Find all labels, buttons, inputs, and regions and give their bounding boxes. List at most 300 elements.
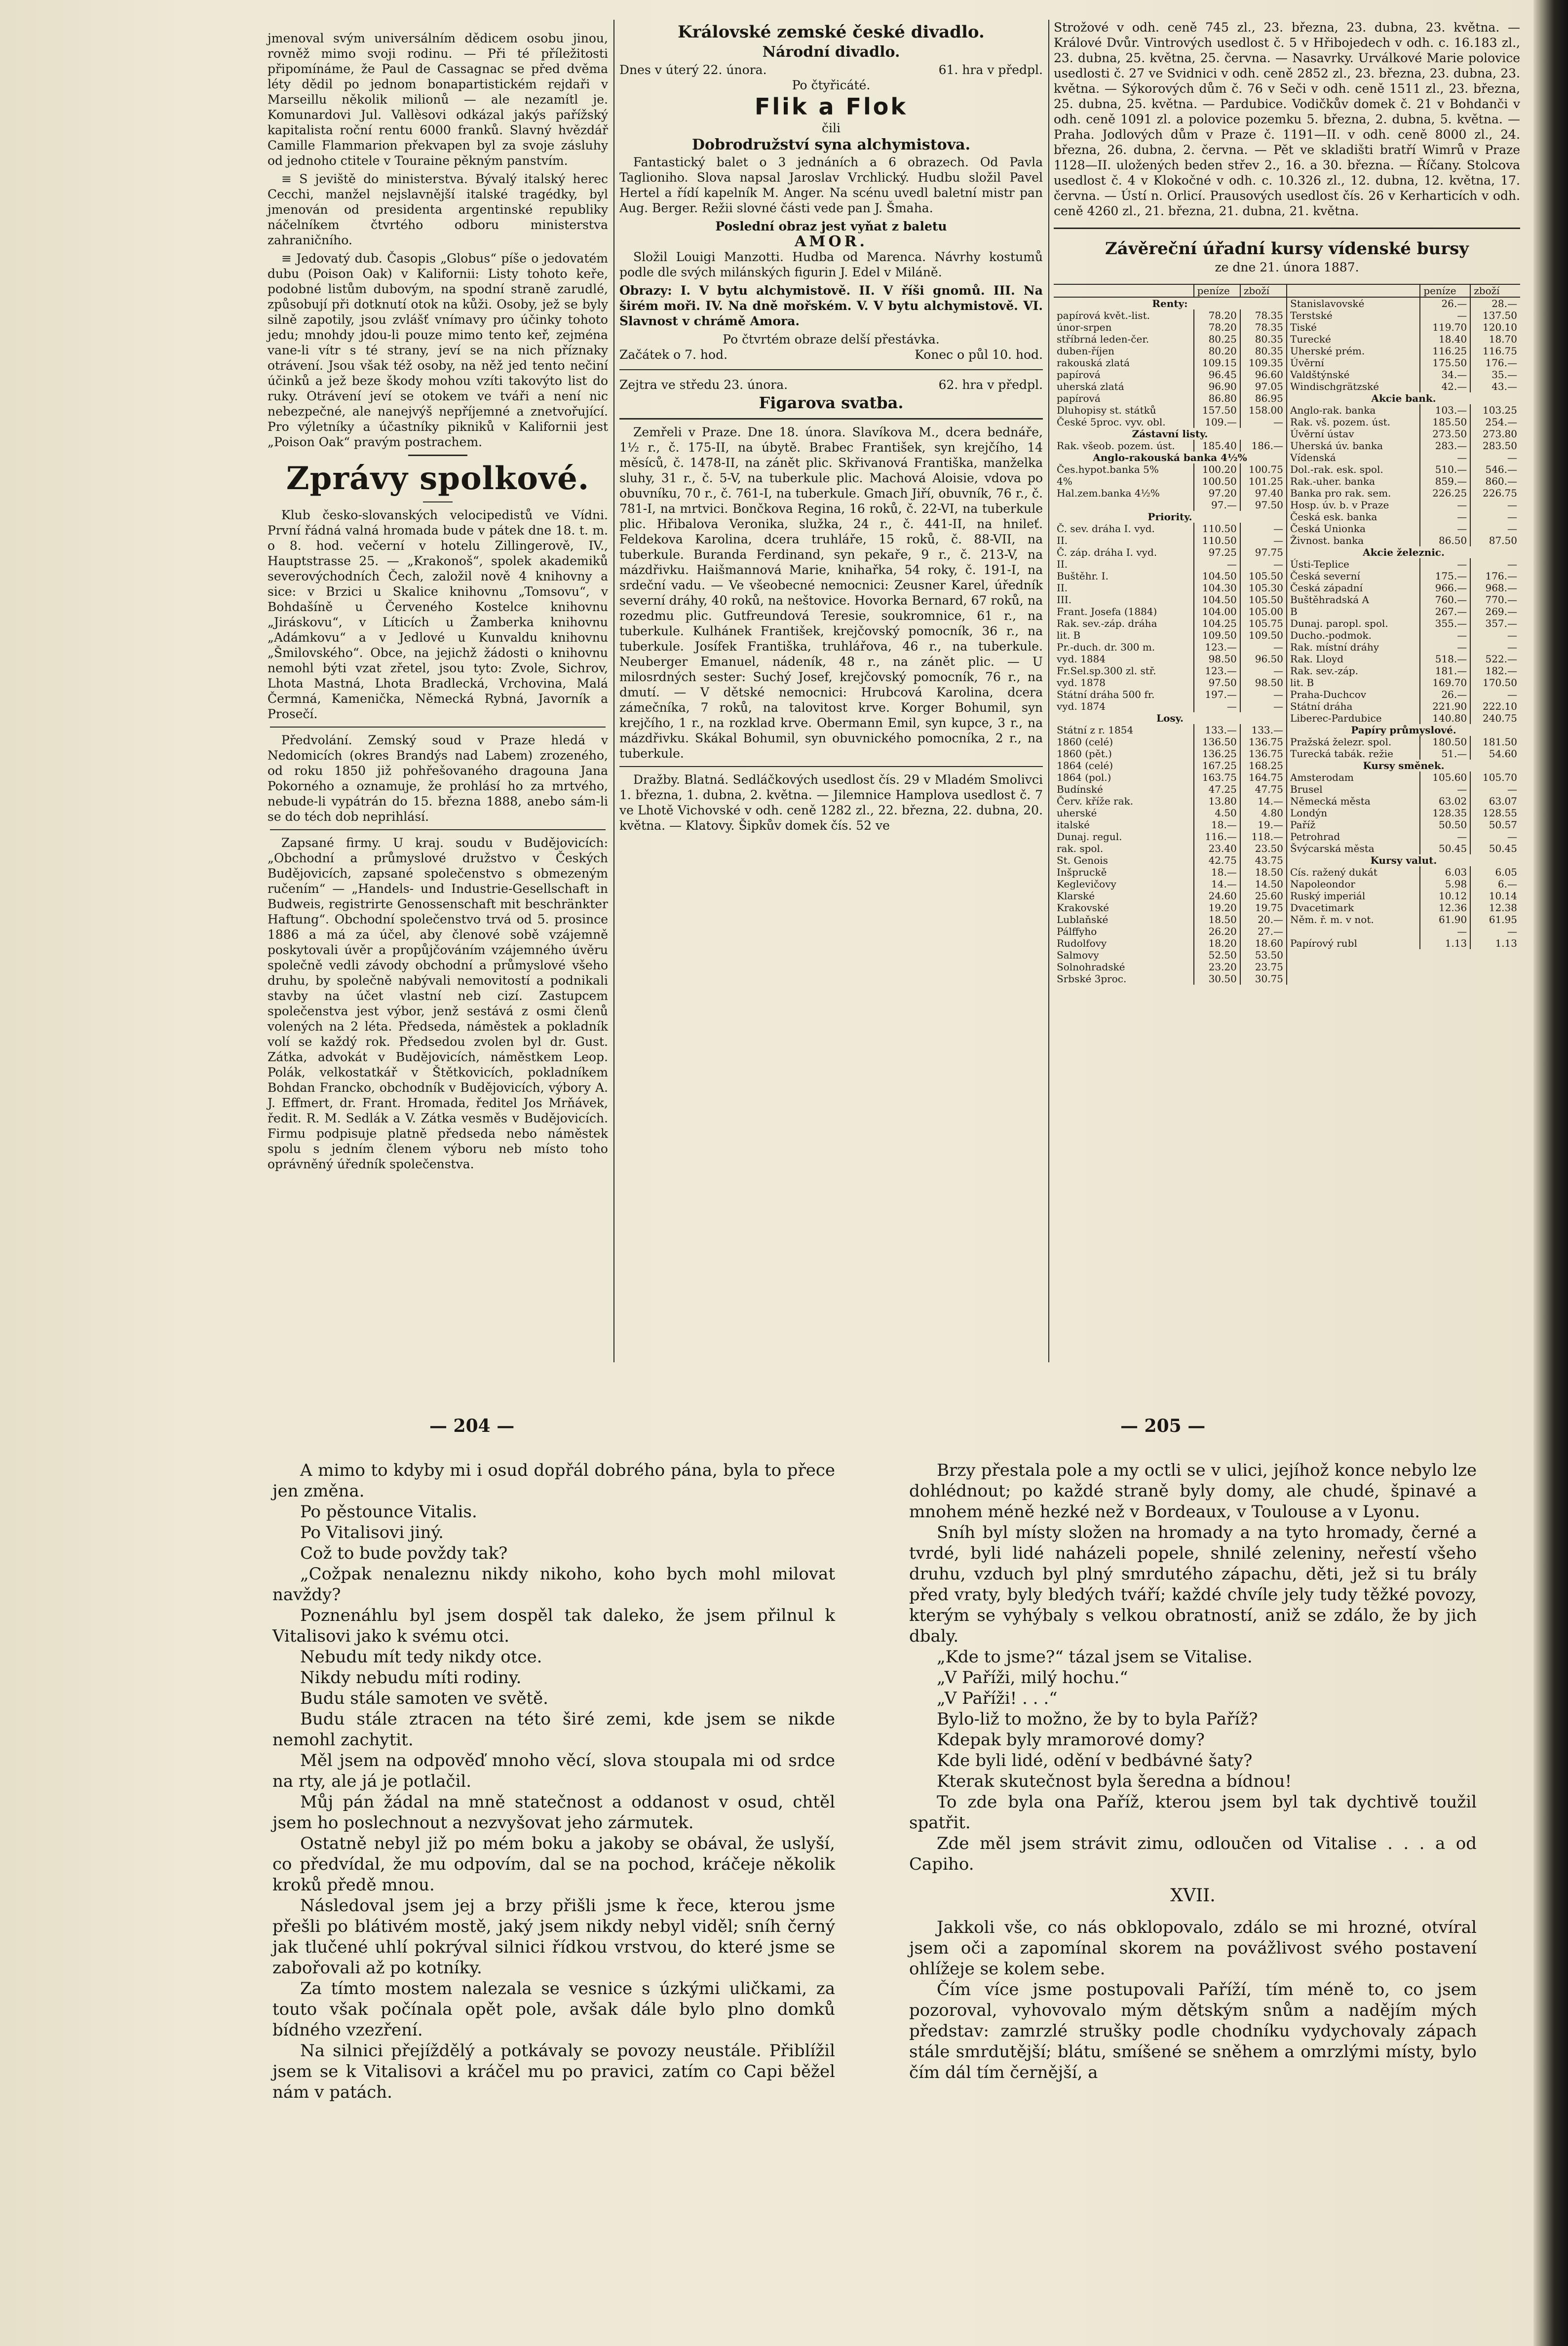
security-name: uherská zlatá xyxy=(1057,381,1124,392)
security-name: Buštěhradská A xyxy=(1290,594,1369,606)
bourse-subheading: Akcie železnic. xyxy=(1363,546,1445,558)
security-name: II. xyxy=(1057,535,1068,546)
price-goods: 18.60 xyxy=(1240,937,1286,949)
bourse-row xyxy=(1054,819,1286,831)
bourse-row xyxy=(1054,440,1286,452)
divider xyxy=(408,455,467,456)
article-club: Klub česko-slovanských velocipedistů ve Vídni. První řádná valná hromada bude v pátek dne 18. t. m. o 8. hod. večerní v hotelu Zillingerově, IV., Hauptstrasse 25. — „Krakonoš“, spolek akademiků severovýchodních Čech, založil nově 4 knihovny a sice: v Brzici u Skalice knihovnu „Tomsovu“, v Bohdašíně u Červeného Kostelce knihovnu „Jiráskovu“, v Líticích u Žamberka knihovnu „Adámkovu“ a v Jedlové u Kunvaldu knihovnu „Šmilovského“. Obce, na jejichž žádosti o knihovnu nemohl býti vzat zřetel, jsou tyto: Zvole, Sichrov, Lhota Mastná, Lhota Bradlecká, Vrchovina, Malá Čermná, Kamenička, Německá Rybná, Javorník a Prosečí. xyxy=(268,508,608,721)
price-money: 226.25 xyxy=(1420,487,1470,499)
security-name: Salmovy xyxy=(1057,949,1099,961)
column-3 xyxy=(1054,20,1520,985)
ballet-title: AMOR. xyxy=(795,233,868,250)
price-goods: 47.75 xyxy=(1240,783,1286,795)
price-goods: — xyxy=(1470,452,1520,463)
security-name: 1864 (pol.) xyxy=(1057,771,1111,783)
bourse-row xyxy=(1287,487,1520,499)
price-goods: — xyxy=(1240,523,1286,535)
price-money: 50.45 xyxy=(1420,843,1470,854)
security-name: Turecká tabák. režie xyxy=(1290,748,1393,760)
price-money: — xyxy=(1194,700,1240,712)
bourse-row xyxy=(1054,700,1286,712)
security-name: 1860 (celé) xyxy=(1057,736,1113,748)
price-money: 80.20 xyxy=(1194,345,1240,357)
security-name: Uherské prém. xyxy=(1290,345,1365,357)
price-money: 197.— xyxy=(1194,689,1240,700)
security-name: Živnost. banka xyxy=(1290,535,1364,546)
page-number-right: — 205 — xyxy=(1120,1416,1206,1436)
book-paragraph: A mimo to kdyby mi i osud dopřál dobrého pána, byla to přece jen změna. xyxy=(272,1461,835,1501)
bourse-row xyxy=(1287,594,1520,606)
last-image-note: Poslední obraz jest vyňat z baletu xyxy=(715,219,947,233)
price-money: 14.— xyxy=(1194,878,1240,890)
bourse-row xyxy=(1287,546,1520,558)
price-money: 6.03 xyxy=(1420,866,1470,878)
header-goods: zboží xyxy=(1470,284,1520,297)
bourse-row xyxy=(1287,866,1520,878)
price-goods: 860.— xyxy=(1470,475,1520,487)
price-money: 518.— xyxy=(1420,653,1470,665)
price-goods: 357.— xyxy=(1470,617,1520,629)
price-money: 104.30 xyxy=(1194,582,1240,594)
price-money: — xyxy=(1420,641,1470,653)
price-money: 119.70 xyxy=(1420,321,1470,333)
book-page-left xyxy=(272,1460,835,2103)
security-name: Č. záp. dráha I. vyd. xyxy=(1057,546,1157,558)
security-name: Terstské xyxy=(1290,309,1333,321)
book-paragraph: Jakkoli vše, co nás obklopovalo, zdálo se mi hrozné, otvíral jsem oči a zapomínal skorem na povážlivost svého postavení ohlížeje se kolem sebe. xyxy=(909,1918,1477,1979)
bourse-subheading: Losy. xyxy=(1156,712,1184,724)
security-name: Rak.-uher. banka xyxy=(1290,475,1376,487)
book-paragraph: Což to bude povždy tak? xyxy=(300,1543,508,1563)
bourse-row xyxy=(1287,641,1520,653)
bourse-row xyxy=(1287,902,1520,914)
price-goods: 254.— xyxy=(1470,416,1520,428)
bourse-title: Závěreční úřadní kursy vídenské bursy xyxy=(1105,239,1469,259)
price-money: 100.20 xyxy=(1194,463,1240,475)
security-name: Švýcarská města xyxy=(1290,843,1375,854)
price-goods: — xyxy=(1470,511,1520,523)
price-goods: 103.25 xyxy=(1470,404,1520,416)
price-goods: — xyxy=(1470,558,1520,570)
bourse-row xyxy=(1287,689,1520,700)
price-money: 18.40 xyxy=(1420,333,1470,345)
scenes-list: Obrazy: I. V bytu alchymistově. II. V říši gnomů. III. Na širém moři. IV. Na dně mořském. V. V bytu alchymistově. VI. Slavnost v chrámě Amora. xyxy=(619,283,1043,328)
security-name: Srbské 3proc. xyxy=(1057,973,1127,985)
price-goods: 522.— xyxy=(1470,653,1520,665)
price-goods: 50.57 xyxy=(1470,819,1520,831)
price-money: — xyxy=(1420,523,1470,535)
price-money: 98.50 xyxy=(1194,653,1240,665)
book-paragraph: Po pěstounce Vitalis. xyxy=(300,1502,477,1522)
bourse-row xyxy=(1287,535,1520,546)
bourse-row xyxy=(1287,854,1520,866)
price-goods: 164.75 xyxy=(1240,771,1286,783)
security-name: Vídenská xyxy=(1290,452,1336,463)
bourse-row xyxy=(1054,748,1286,760)
bourse-row xyxy=(1054,475,1286,487)
price-money: 47.25 xyxy=(1194,783,1240,795)
bourse-row xyxy=(1287,606,1520,617)
bourse-subheading: Kursy valut. xyxy=(1370,854,1437,866)
bourse-row xyxy=(1287,452,1520,463)
price-money: 96.90 xyxy=(1194,381,1240,392)
price-goods: 158.00 xyxy=(1240,404,1286,416)
price-money: 185.40 xyxy=(1194,440,1240,452)
start-time: Začátek o 7. hod. xyxy=(619,347,728,362)
bourse-row xyxy=(1054,297,1286,309)
bourse-row xyxy=(1287,416,1520,428)
price-money: — xyxy=(1420,925,1470,937)
security-name: Petrohrad xyxy=(1290,831,1340,843)
security-name: Budínské xyxy=(1057,783,1103,795)
price-money: 51.— xyxy=(1420,748,1470,760)
price-money: 123.— xyxy=(1194,641,1240,653)
price-money: — xyxy=(1420,558,1470,570)
security-name: Napoleondor xyxy=(1290,878,1355,890)
price-money: 104.50 xyxy=(1194,570,1240,582)
security-name: III. xyxy=(1057,594,1072,606)
price-goods: 98.50 xyxy=(1240,677,1286,689)
price-goods: 222.10 xyxy=(1470,700,1520,712)
price-goods: 176.— xyxy=(1470,570,1520,582)
book-page-right xyxy=(909,1460,1477,2083)
page-number-left: — 204 — xyxy=(429,1416,515,1436)
price-goods: — xyxy=(1240,641,1286,653)
price-goods: 1.13 xyxy=(1470,937,1520,949)
bourse-row xyxy=(1054,570,1286,582)
security-name: Rak. sev.-záp. xyxy=(1290,665,1359,677)
price-goods: 137.50 xyxy=(1470,309,1520,321)
bourse-row xyxy=(1287,558,1520,570)
security-name: stříbrná leden-čer. xyxy=(1057,333,1149,345)
security-name: II. xyxy=(1057,558,1068,570)
price-goods: 78.35 xyxy=(1240,309,1286,321)
security-name: Rak. místní dráhy xyxy=(1290,641,1379,653)
security-name: Uherská úv. banka xyxy=(1290,440,1383,452)
price-goods: 6.05 xyxy=(1470,866,1520,878)
price-money: — xyxy=(1420,309,1470,321)
article-poison-oak: ≡ Jedovatý dub. Časopis „Globus“ píše o jedovatém dubu (Poison Oak) v Kalifornii: Listy tohoto keře, podobné listům dubovým, na spodní straně zarudlé, způsobují při dotknutí otok na kůži. Osoby, jež se byly silně zapotily, jsou zvlášť vnímavy pro účinky tohoto jedu; mnohdy jdou-li pouze mimo tento keř, zejména vane-li vítr s té strany, jeví se na nich příznaky otrávení. Jsou však též osoby, na něž jed tento nečiní účinků a jež beze škody mohou vzíti takovýto list do ruky. Otrávení jeví se otokem ve tváři a není nic nebezpečné, ale nanejvýš nepříjemné a znetvořující. Pro výletníky a účastníky pikniků v Kalifornii jest „Poison Oak“ pravým postrachem. xyxy=(268,251,608,449)
price-money: 18.— xyxy=(1194,866,1240,878)
price-money: 221.90 xyxy=(1420,700,1470,712)
article-firms: Zapsané firmy. U kraj. soudu v Budějovicích: „Obchodní a průmyslové družstvo v Českých Budějovicích, zapsané společenstvo s obmezeným ručením“ — „Handels- und Industrie-Gesellschaft in Budweis, registrirte Genossenschaft mit beschränkter Haftung“. Obchodní společenstvo trvá od 5. prosince 1886 a má za účel, aby členové sobě vzájemně poskytovali úvěr a propůjčováním vzájemného úvěru společně vedli závody obchodní a průmyslové všeho druhu, by společně nabývali nemovitostí a podnikali stavby na účet vlastní neb cizí. Zastupcem společenstva jest výbor, jenž sestává z osmi členů volených na 2 léta. Předseda, náměstek a pokladník volí se každý rok. Předsedou zvolen byl dr. Gust. Zátka, advokát v Budějovicích, náměstkem Leop. Polák, velkostatkář v Štětkovicích, pokladníkem Bohdan Francko, obchodník v Budějovicích, výbory A. J. Effmert, dr. Frant. Hromada, ředitel Jos Mrňávek, ředit. R. M. Sedlák a V. Zátka vesměs v Budějovicích. Firmu podpisuje platně předseda nebo náměstek spolu s jedním členem výboru neb místo toho oprávněný úředník společenstva. xyxy=(268,836,608,1171)
price-money: 4.50 xyxy=(1194,807,1240,819)
price-money: 140.80 xyxy=(1420,712,1470,724)
security-name: Klarské xyxy=(1057,890,1095,902)
security-name: Stanislavovské xyxy=(1290,298,1365,309)
price-money: 78.20 xyxy=(1194,321,1240,333)
article-summons: Předvolání. Zemský soud v Praze hledá v Nedomicích (okres Brandýs nad Labem) zrozeného, od roku 1850 již pohřešovaného dragouna Jana Pokorného a oznamuje, že prohlásí ho za mrtvého, nebude-li vypátrán do 15. března 1888, anebo sám-li se do téch dob neprihlásí. xyxy=(268,733,608,824)
price-money: 26.20 xyxy=(1194,925,1240,937)
book-paragraph: „V Paříži, milý hochu.“ xyxy=(937,1668,1128,1688)
security-name: Hosp. úv. b. v Praze xyxy=(1290,499,1389,511)
price-goods: 19.75 xyxy=(1240,902,1286,914)
price-money: 110.50 xyxy=(1194,523,1240,535)
price-goods: 128.55 xyxy=(1470,807,1520,819)
security-name: vyd. 1874 xyxy=(1057,700,1106,712)
theater-title: Královské zemské české divadlo. xyxy=(678,22,985,42)
price-money: — xyxy=(1420,452,1470,463)
security-name: Krakovské xyxy=(1057,902,1109,914)
security-name: Ducho.-podmok. xyxy=(1290,629,1372,641)
price-goods: 273.80 xyxy=(1470,428,1520,440)
bourse-right xyxy=(1286,284,1520,985)
price-goods: 23.50 xyxy=(1240,843,1286,854)
price-goods: 226.75 xyxy=(1470,487,1520,499)
bourse-row xyxy=(1287,831,1520,843)
price-money: 1.13 xyxy=(1420,937,1470,949)
divider xyxy=(1054,228,1520,229)
book-paragraph: Brzy přestala pole a my octli se v ulici, jejíhož konce nebylo lze dohlédnout; po každé straně byly domy, ale chudé, špinavé a mnohem méně hezké než v Bordeaux, v Toulouse a v Lyonu. xyxy=(909,1461,1477,1522)
security-name: Č. sev. dráha I. vyd. xyxy=(1057,523,1155,535)
bourse-subheading: Zástavní listy. xyxy=(1132,428,1208,440)
book-paragraph: „Cožpak nenaleznu nikdy nikoho, koho bych mohl milovat navždy? xyxy=(272,1564,835,1605)
bourse-table-left xyxy=(1054,284,1286,985)
security-name: Něm. ř. m. v not. xyxy=(1290,914,1374,925)
section-heading: Zprávy spolkové. xyxy=(286,460,590,497)
price-goods: 105.50 xyxy=(1240,570,1286,582)
bourse-row xyxy=(1054,594,1286,606)
bourse-row xyxy=(1287,843,1520,854)
bourse-row xyxy=(1054,795,1286,807)
price-goods: 770.— xyxy=(1470,594,1520,606)
price-money: 116.25 xyxy=(1420,345,1470,357)
bourse-row xyxy=(1287,677,1520,689)
price-money: 52.50 xyxy=(1194,949,1240,961)
bourse-row xyxy=(1287,937,1520,949)
security-name: Inšpruckě xyxy=(1057,866,1107,878)
price-money: 80.25 xyxy=(1194,333,1240,345)
price-goods: 100.75 xyxy=(1240,463,1286,475)
price-money: 175.— xyxy=(1420,570,1470,582)
price-goods: 283.50 xyxy=(1470,440,1520,452)
performance-count: Po čtyřicáté. xyxy=(792,78,871,92)
security-name: Valdštýnské xyxy=(1290,369,1350,381)
book-paragraph: Následoval jsem jej a brzy přišli jsme k řece, kterou jsme přešli po blátivém mostě, jaký jsem nikdy nebyl viděl; sníh černý jak tlučené uhlí pokrýval silnici řídkou vrstvou, do které jsme se zabořovali až po kotníky. xyxy=(272,1896,835,1978)
security-name: 1860 (pět.) xyxy=(1057,748,1112,760)
price-goods: — xyxy=(1240,700,1286,712)
bourse-subheading: Anglo-rakouská banka 4½% xyxy=(1093,452,1247,463)
bourse-subheading: Priority. xyxy=(1147,511,1192,523)
divider xyxy=(619,418,1043,420)
bourse-row xyxy=(1054,511,1286,523)
bourse-row xyxy=(1054,333,1286,345)
security-name xyxy=(1287,925,1420,937)
book-paragraph: Kdepak byly mramorové domy? xyxy=(937,1730,1205,1750)
price-goods: 28.— xyxy=(1470,297,1520,309)
book-paragraph: Můj pán žádal na mně statečnost a oddanost v osud, chtěl jsem ho poslechnout a nezvyšovat jeho zármutek. xyxy=(272,1792,835,1833)
bourse-row xyxy=(1287,700,1520,712)
security-name: České 5proc. vyv. obl. xyxy=(1057,416,1166,428)
bourse-row xyxy=(1287,783,1520,795)
price-money: 167.25 xyxy=(1194,760,1240,771)
book-paragraph: Poznenáhlu byl jsem dospěl tak daleko, že jsem přilnul k Vitalisovi jako k svému otci. xyxy=(272,1606,835,1646)
price-money: 966.— xyxy=(1420,582,1470,594)
security-name: italské xyxy=(1057,819,1090,831)
death-notices: Zemřeli v Praze. Dne 18. února. Slavíkova M., dcera bednáře, 1½ r., č. 175-II, na úbytě. Brabec František, syn krejčího, 14 měsíců, č. 1478-II, na zánět plic. Skřivanová Františka, manželka sluhy, 31 r., č. 5-V, na tuberkule plic. Machová Aloisie, vdova po obuvníku, 70 r., č. 761-I, na tuberkule. Gmach Jiří, obuvník, 76 r., č. 781-I, na mrtvici. Bončkova Regina, 16 roků, č. 22-VI, na tuberkule plic. Hřibalova Veronika, služka, 24 r., č. 441-II, na hnileť. Feldekova Karolina, dcera truhláře, 15 roků, č. 88-VII, na tuberkule. Buranda Ferdinand, syn pekaře, 9 r., č. 213-V, na mázdřivku. Haišmannová Marie, knihařka, 54 roky, č. 191-I, na srdeční vadu. — Ve všeobecné nemocnici: Zeusner Karel, úředník severní dráhy, 40 roků, na neštovice. Hovorka Bernard, 67 roků, na rozedmu plic. Gutfreundová Teresie, soukromnice, 61 r., na tuberkule. Kulhánek František, krejčovský pomocník, 36 r., na tuberkule. Josífek Františka, truhlářova, 46 r., na tuberkule. Neuberger Emanuel, nádeník, 48 r., na zánět plic. — U milosrdných sester: Suchý Josef, krejčovský pomocník, 76 r., na dmutí. — V dětské nemocnici: Hrubcová Karolina, dcera zámečníka, 7 roků, na talovitost krve. Korger Bohumil, syn krejčího, 1 r., na rozklad krve. Obermann Emil, syn kupce, 3 r., na mázdřivku. Skákal Bohumil, syn obuvnického pomocníka, 2 r., na tuberkule. xyxy=(619,425,1043,761)
auctions-start: Dražby. Blatná. Sedláčkových usedlost čís. 29 v Mladém Smolivci 1. března, 1. dubna, 2. května. — Jilemnice Hamplova usedlost č. 7 ve Lhotě Vichovské v odh. ceně 1282 zl., 22. března, 22. dubna, 20. května. — Klatovy. Šipkův domek čís. 52 ve xyxy=(619,772,1043,833)
price-goods: 4.80 xyxy=(1240,807,1286,819)
price-goods: 61.95 xyxy=(1470,914,1520,925)
price-money: 18.20 xyxy=(1194,937,1240,949)
security-name: Rudolfovy xyxy=(1057,937,1107,949)
bourse-row xyxy=(1054,653,1286,665)
security-name: Dol.-rak. esk. spol. xyxy=(1290,463,1383,475)
theater-subtitle: Národní divadlo. xyxy=(762,43,900,61)
price-goods: 97.50 xyxy=(1240,499,1286,511)
security-name: Keglevičovy xyxy=(1057,878,1116,890)
price-money: 123.— xyxy=(1194,665,1240,677)
security-name: Praha-Duchcov xyxy=(1290,689,1367,700)
price-money: 175.50 xyxy=(1420,357,1470,369)
price-goods: 54.60 xyxy=(1470,748,1520,760)
bourse-row xyxy=(1054,973,1286,985)
price-goods: — xyxy=(1470,629,1520,641)
bourse-row xyxy=(1054,712,1286,724)
price-money: 26.— xyxy=(1420,297,1470,309)
price-goods: 63.07 xyxy=(1470,795,1520,807)
chapter-heading: XVII. xyxy=(1170,1885,1216,1906)
play-description: Fantastický balet o 3 jednáních a 6 obrazech. Od Pavla Taglioniho. Slova napsal Jaroslav Vrchlický. Hudbu složil Pavel Hertel a řídí kapelník M. Anger. Na scénu uvedl baletní mistr pan Aug. Berger. Režii slovné části vede pan J. Šmaha. xyxy=(619,155,1043,215)
book-paragraph: Kterak skutečnost byla šeredna a bídnou! xyxy=(937,1771,1292,1791)
bourse-row xyxy=(1287,309,1520,321)
price-goods: 136.75 xyxy=(1240,736,1286,748)
price-goods: 168.25 xyxy=(1240,760,1286,771)
security-name: Liberec-Pardubice xyxy=(1290,712,1382,724)
security-name: papírová xyxy=(1057,392,1101,404)
bourse-row xyxy=(1054,902,1286,914)
price-money: 97.50 xyxy=(1194,677,1240,689)
price-goods: 43.— xyxy=(1470,381,1520,392)
price-goods: 14.— xyxy=(1240,795,1286,807)
bourse-row xyxy=(1054,641,1286,653)
bourse-row xyxy=(1054,582,1286,594)
price-goods: — xyxy=(1470,523,1520,535)
play-subtitle: Dobrodružství syna alchymistova. xyxy=(691,136,971,154)
price-money: 18.— xyxy=(1194,819,1240,831)
divider xyxy=(423,501,453,502)
price-money: 12.36 xyxy=(1420,902,1470,914)
bourse-row xyxy=(1287,582,1520,594)
price-goods: 6.— xyxy=(1470,878,1520,890)
security-name: lit. B xyxy=(1057,629,1081,641)
security-name: Dunaj. paropl. spol. xyxy=(1290,617,1388,629)
price-goods: — xyxy=(1240,416,1286,428)
bourse-row xyxy=(1054,783,1286,795)
bourse-row xyxy=(1287,878,1520,890)
security-name: Ústi-Teplice xyxy=(1290,558,1349,570)
bourse-date: ze dne 21. února 1887. xyxy=(1215,260,1359,274)
bourse-row xyxy=(1287,333,1520,345)
bourse-row xyxy=(1287,381,1520,392)
price-goods: 27.— xyxy=(1240,925,1286,937)
security-name: II. xyxy=(1057,582,1068,594)
price-goods: 546.— xyxy=(1470,463,1520,475)
security-name: rakouská zlatá xyxy=(1057,357,1130,369)
play-or: čili xyxy=(822,121,841,135)
price-money: 96.45 xyxy=(1194,369,1240,381)
bourse-row xyxy=(1287,523,1520,535)
book-paragraph: To zde byla ona Paříž, kterou jsem byl tak dychtivě toužil spatřit. xyxy=(909,1792,1477,1833)
price-money: 24.60 xyxy=(1194,890,1240,902)
bourse-row xyxy=(1054,606,1286,617)
book-paragraph: Po Vitalisovi jiný. xyxy=(300,1523,444,1542)
article-ministry: ≡ S jeviště do ministerstva. Bývalý italský herec Cecchi, manžel nejslavnější italské tragédky, byl jmenován od presidenta argentinské republiky náčelníkem čtvrtého odboru ministerstva zahraničního. xyxy=(268,172,608,247)
bourse-row xyxy=(1287,736,1520,748)
price-goods: 170.50 xyxy=(1470,677,1520,689)
bourse-row xyxy=(1054,381,1286,392)
bourse-row xyxy=(1054,961,1286,973)
security-name: Fr.Sel.sp.300 zl. stř. xyxy=(1057,665,1156,677)
security-name: Hal.zem.banka 4½% xyxy=(1057,487,1160,499)
price-money: 26.— xyxy=(1420,689,1470,700)
bourse-row xyxy=(1054,689,1286,700)
bourse-row xyxy=(1054,321,1286,333)
book-paragraph: Nebudu mít tedy nikdy otce. xyxy=(300,1647,542,1667)
price-money: 42.— xyxy=(1420,381,1470,392)
bourse-subheading: Papíry průmyslové. xyxy=(1351,724,1456,736)
bourse-row xyxy=(1054,523,1286,535)
security-name: Úvěrní ústav xyxy=(1290,428,1354,440)
book-paragraph: Bylo-liž to možno, že by to byla Paříž? xyxy=(937,1709,1258,1729)
price-goods: — xyxy=(1470,783,1520,795)
price-goods: — xyxy=(1240,535,1286,546)
column-rule xyxy=(1048,20,1049,1362)
security-name: Brusel xyxy=(1290,783,1323,795)
security-name: Česká Unionka xyxy=(1290,523,1366,535)
bourse-row xyxy=(1054,428,1286,440)
security-name: Česká esk. banka xyxy=(1290,511,1377,523)
times-line xyxy=(619,347,1043,362)
price-goods: 18.50 xyxy=(1240,866,1286,878)
bourse-row xyxy=(1054,499,1286,511)
performance-line xyxy=(619,62,1043,77)
price-goods: — xyxy=(1240,558,1286,570)
price-goods: 78.35 xyxy=(1240,321,1286,333)
price-money: 181.— xyxy=(1420,665,1470,677)
security-name: Státní dráha xyxy=(1290,700,1353,712)
price-goods: 80.35 xyxy=(1240,345,1286,357)
bourse-row xyxy=(1054,392,1286,404)
subscription-number: 61. hra v předpl. xyxy=(938,63,1043,77)
price-money: 859.— xyxy=(1420,475,1470,487)
divider xyxy=(619,766,1043,767)
bourse-row xyxy=(1054,771,1286,783)
price-money: 30.50 xyxy=(1194,973,1240,985)
page-edge xyxy=(1533,0,1568,2346)
bourse-row xyxy=(1287,345,1520,357)
price-goods: 97.05 xyxy=(1240,381,1286,392)
bourse-row xyxy=(1054,854,1286,866)
price-goods: 118.— xyxy=(1240,831,1286,843)
column-2 xyxy=(619,22,1043,836)
bourse-row xyxy=(1054,404,1286,416)
bourse-row xyxy=(1287,321,1520,333)
price-money: 267.— xyxy=(1420,606,1470,617)
security-name: Česká západní xyxy=(1290,582,1363,594)
bourse-row xyxy=(1287,795,1520,807)
security-name: vyd. 1878 xyxy=(1057,677,1106,689)
bourse-row xyxy=(1054,831,1286,843)
price-money: — xyxy=(1420,629,1470,641)
bourse-row xyxy=(1287,653,1520,665)
bourse-row xyxy=(1054,535,1286,546)
bourse-row xyxy=(1054,487,1286,499)
price-money: 157.50 xyxy=(1194,404,1240,416)
bourse-subheading: Renty: xyxy=(1152,298,1188,309)
price-money: 163.75 xyxy=(1194,771,1240,783)
bourse-row xyxy=(1287,357,1520,369)
